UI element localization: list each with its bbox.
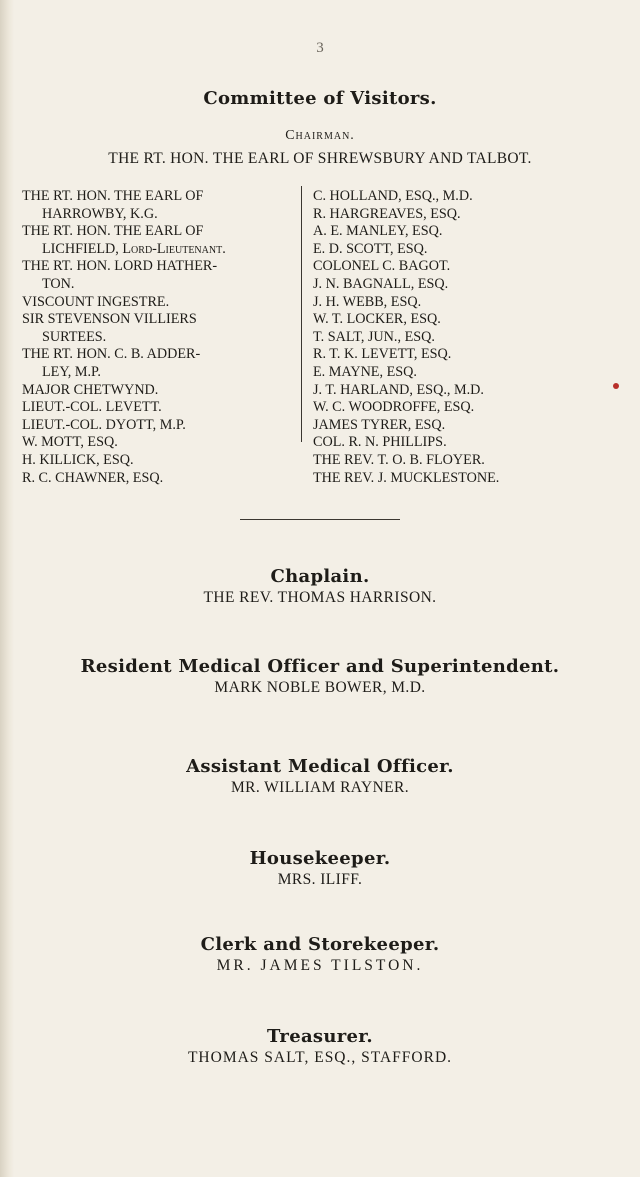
member-entry: T. SALT, JUN., ESQ. [313,328,435,345]
member-entry [22,434,297,452]
member-entry: C. HOLLAND, ESQ., M.D. [313,188,473,204]
member-line: H. KILLICK, ESQ. [22,451,134,468]
officer-section-chaplain [0,566,640,607]
ink-spot [613,383,619,389]
member-line-continued: SURTEES. [42,328,107,345]
column-divider [301,186,302,442]
member-entry [22,417,297,435]
member-entry: A. E. MANLEY, ESQ. [313,223,443,240]
member-entry: J. H. WEBB, ESQ. [313,293,422,310]
member-entry [22,188,297,223]
member-entry: COL. R. N. PHILLIPS. [313,434,447,451]
officer-title: Clerk and Storekeeper. [200,934,440,955]
member-entry: THE REV. T. O. B. FLOYER. [313,451,485,468]
section-rule [240,519,400,520]
officer-section-resident-medical-officer [0,656,640,697]
officer-name: MRS. ILIFF. [277,871,363,888]
officer-name: THE REV. THOMAS HARRISON. [203,589,437,606]
member-line: W. MOTT, ESQ. [22,434,118,451]
member-entry: R. HARGREAVES, ESQ. [313,205,461,222]
officer-title: Assistant Medical Officer. [186,756,454,777]
member-entry: E. D. SCOTT, ESQ. [313,240,428,257]
member-line: THE RT. HON. THE EARL OF [22,223,204,240]
officer-title: Chaplain. [270,566,370,587]
member-entry [22,470,297,488]
member-line: MAJOR CHETWYND. [22,381,159,398]
member-entry [22,346,297,381]
officer-section-clerk [0,934,640,975]
member-line-continued [22,241,297,259]
member-entry: THE REV. J. MUCKLESTONE. [313,469,500,486]
committee-title: Committee of Visitors. [203,88,437,109]
member-line-continued: HARROWBY, K.G. [42,205,158,222]
officer-section-assistant-medical-officer [0,756,640,797]
right-member-column [313,188,623,487]
officer-title: Housekeeper. [249,848,391,869]
member-entry [22,399,297,417]
member-entry: E. MAYNE, ESQ. [313,363,417,380]
member-entry [22,223,297,258]
officer-section-treasurer [0,1026,640,1067]
member-line: THE RT. HON. C. B. ADDER- [22,346,201,363]
member-entry [22,382,297,400]
officer-name: MR. WILLIAM RAYNER. [230,779,410,796]
officer-name: THOMAS SALT, ESQ., STAFFORD. [187,1049,453,1066]
member-entry: J. T. HARLAND, ESQ., M.D. [313,381,484,398]
officer-title: Treasurer. [267,1026,373,1047]
member-line: SIR STEVENSON VILLIERS [22,311,197,328]
left-member-column [22,188,297,487]
member-entry: R. T. K. LEVETT, ESQ. [313,346,452,363]
officer-title: Resident Medical Officer and Superintendent. [80,656,560,677]
member-entry [22,294,297,312]
member-line-continued: TON. [42,275,75,292]
member-entry [22,311,297,346]
officer-name: MR. JAMES TILSTON. [216,957,424,974]
member-entry: J. N. BAGNALL, ESQ. [313,275,449,292]
member-line: VISCOUNT INGESTRE. [22,293,170,310]
member-line: LIEUT.-COL. LEVETT. [22,399,162,416]
chairman-name: THE RT. HON. THE EARL OF SHREWSBURY AND TALBOT. [108,150,532,167]
member-line: THE RT. HON. THE EARL OF [22,188,204,204]
chairman-label: Chairman. [285,128,355,143]
officer-name: MARK NOBLE BOWER, M.D. [214,679,426,696]
member-line: R. C. CHAWNER, ESQ. [22,469,164,486]
member-line: LIEUT.-COL. DYOTT, M.P. [22,416,186,433]
page-number: 3 [316,40,324,56]
member-entry: W. C. WOODROFFE, ESQ. [313,399,475,416]
member-line-continued-text: LICHFIELD, Lord-Lieutenant. [42,240,226,257]
member-entry [22,258,297,293]
member-entry [22,452,297,470]
member-entry: COLONEL C. BAGOT. [313,258,451,275]
officer-section-housekeeper [0,848,640,889]
member-entry: JAMES TYRER, ESQ. [313,416,446,433]
member-line-continued: LEY, M.P. [42,363,101,380]
member-line: THE RT. HON. LORD HATHER- [22,258,218,275]
member-entry: W. T. LOCKER, ESQ. [313,311,441,328]
